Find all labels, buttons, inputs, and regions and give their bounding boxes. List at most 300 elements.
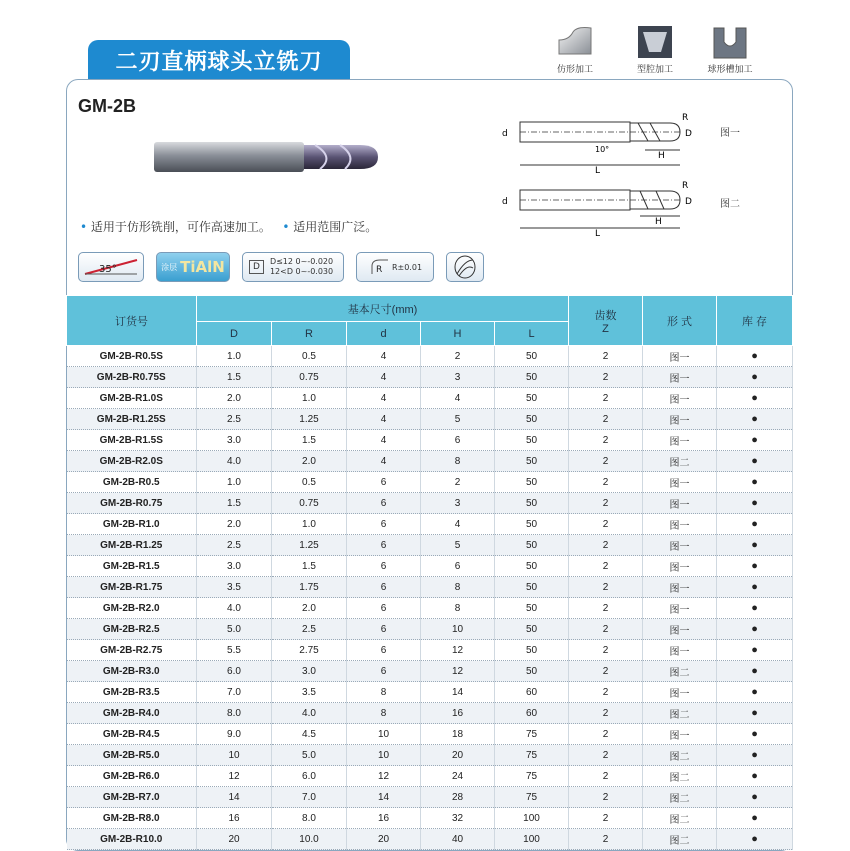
table-row bbox=[67, 640, 793, 661]
cell-R: 1.25 bbox=[272, 409, 347, 430]
dim-D: D bbox=[685, 129, 692, 139]
dim-R: R bbox=[682, 181, 689, 191]
ball-groove-icon bbox=[710, 24, 750, 60]
radius-tolerance: R±0.01 bbox=[391, 262, 423, 272]
tolerance-text bbox=[270, 257, 333, 277]
cell-H: 6 bbox=[421, 430, 495, 451]
header-D: D bbox=[197, 322, 272, 346]
cell-code: GM-2B-R1.25 bbox=[67, 535, 197, 556]
header-teeth-line2: Z bbox=[602, 322, 609, 335]
cell-H: 24 bbox=[421, 766, 495, 787]
cell-form: 图一 bbox=[643, 619, 717, 640]
cell-code: GM-2B-R4.0 bbox=[67, 703, 197, 724]
cell-D: 3.0 bbox=[197, 556, 272, 577]
cell-R: 1.5 bbox=[272, 430, 347, 451]
helix-angle-text: 35° bbox=[99, 264, 117, 275]
cell-teeth: 2 bbox=[569, 745, 643, 766]
cell-d: 20 bbox=[347, 829, 421, 850]
cell-code: GM-2B-R8.0 bbox=[67, 808, 197, 829]
process-label: 球形槽加工 bbox=[707, 65, 753, 75]
cell-teeth: 2 bbox=[569, 829, 643, 850]
cell-R: 1.0 bbox=[272, 388, 347, 409]
cell-D: 5.5 bbox=[197, 640, 272, 661]
feature-list bbox=[80, 218, 377, 235]
cell-stock: ● bbox=[717, 619, 793, 640]
cell-d: 6 bbox=[347, 472, 421, 493]
diameter-tolerance-icon bbox=[242, 252, 344, 282]
cell-d: 6 bbox=[347, 619, 421, 640]
cell-code: GM-2B-R0.75 bbox=[67, 493, 197, 514]
table-body bbox=[67, 346, 793, 850]
cell-R: 0.5 bbox=[272, 346, 347, 367]
table-row bbox=[67, 661, 793, 682]
cell-H: 18 bbox=[421, 724, 495, 745]
cell-form: 图一 bbox=[643, 430, 717, 451]
cell-teeth: 2 bbox=[569, 346, 643, 367]
dim-L: L bbox=[595, 166, 601, 176]
cell-d: 6 bbox=[347, 661, 421, 682]
table-row bbox=[67, 829, 793, 850]
radius-symbol: R bbox=[375, 265, 383, 275]
cell-D: 14 bbox=[197, 787, 272, 808]
cell-H: 8 bbox=[421, 451, 495, 472]
cell-D: 5.0 bbox=[197, 619, 272, 640]
header-teeth bbox=[569, 296, 643, 346]
cell-H: 2 bbox=[421, 346, 495, 367]
process-profile bbox=[545, 24, 605, 75]
cell-L: 100 bbox=[495, 829, 569, 850]
dim-d: d bbox=[502, 197, 508, 207]
cell-H: 5 bbox=[421, 535, 495, 556]
cell-form: 图一 bbox=[643, 556, 717, 577]
cell-H: 3 bbox=[421, 493, 495, 514]
cell-teeth: 2 bbox=[569, 493, 643, 514]
helix-angle-icon bbox=[78, 252, 144, 282]
cavity-machining-icon bbox=[635, 24, 675, 60]
cell-code: GM-2B-R10.0 bbox=[67, 829, 197, 850]
table-row bbox=[67, 430, 793, 451]
coating-name: TiAlN bbox=[180, 258, 225, 276]
tolerance-line-1: D≤12 0~-0.020 bbox=[269, 257, 334, 266]
process-ball-groove bbox=[700, 24, 760, 75]
cell-stock: ● bbox=[717, 598, 793, 619]
cell-stock: ● bbox=[717, 766, 793, 787]
cell-stock: ● bbox=[717, 808, 793, 829]
cell-R: 7.0 bbox=[272, 787, 347, 808]
cell-teeth: 2 bbox=[569, 787, 643, 808]
table-row bbox=[67, 808, 793, 829]
cell-code: GM-2B-R1.0 bbox=[67, 514, 197, 535]
cell-R: 1.5 bbox=[272, 556, 347, 577]
cell-form: 图二 bbox=[643, 766, 717, 787]
cell-D: 1.5 bbox=[197, 367, 272, 388]
dim-d: d bbox=[502, 129, 508, 139]
cell-code: GM-2B-R0.75S bbox=[67, 367, 197, 388]
cell-form: 图二 bbox=[643, 808, 717, 829]
cell-L: 50 bbox=[495, 535, 569, 556]
cell-D: 16 bbox=[197, 808, 272, 829]
cell-H: 8 bbox=[421, 598, 495, 619]
table-row bbox=[67, 346, 793, 367]
cell-L: 60 bbox=[495, 703, 569, 724]
cell-d: 10 bbox=[347, 745, 421, 766]
header-teeth-line1: 齿数 bbox=[594, 309, 617, 322]
cell-code: GM-2B-R1.25S bbox=[67, 409, 197, 430]
process-cavity bbox=[625, 24, 685, 75]
cell-R: 2.5 bbox=[272, 619, 347, 640]
cell-form: 图二 bbox=[643, 661, 717, 682]
coating-icon bbox=[156, 252, 230, 282]
cell-D: 3.0 bbox=[197, 430, 272, 451]
process-label: 仿形加工 bbox=[556, 65, 593, 75]
cell-code: GM-2B-R7.0 bbox=[67, 787, 197, 808]
cell-L: 50 bbox=[495, 430, 569, 451]
cell-H: 16 bbox=[421, 703, 495, 724]
cell-teeth: 2 bbox=[569, 640, 643, 661]
cell-code: GM-2B-R4.5 bbox=[67, 724, 197, 745]
cell-stock: ● bbox=[717, 388, 793, 409]
cell-L: 60 bbox=[495, 682, 569, 703]
cell-teeth: 2 bbox=[569, 451, 643, 472]
cell-R: 1.0 bbox=[272, 514, 347, 535]
profile-machining-icon bbox=[555, 24, 595, 60]
cell-teeth: 2 bbox=[569, 409, 643, 430]
table-row bbox=[67, 619, 793, 640]
cell-R: 2.0 bbox=[272, 451, 347, 472]
cell-stock: ● bbox=[717, 367, 793, 388]
cell-H: 32 bbox=[421, 808, 495, 829]
header-R: R bbox=[272, 322, 347, 346]
cell-H: 3 bbox=[421, 367, 495, 388]
cell-form: 图一 bbox=[643, 640, 717, 661]
cell-teeth: 2 bbox=[569, 514, 643, 535]
cell-stock: ● bbox=[717, 451, 793, 472]
cell-form: 图一 bbox=[643, 388, 717, 409]
header-L: L bbox=[495, 322, 569, 346]
header-H: H bbox=[421, 322, 495, 346]
cell-H: 5 bbox=[421, 409, 495, 430]
cell-H: 12 bbox=[421, 661, 495, 682]
cell-form: 图一 bbox=[643, 514, 717, 535]
cell-teeth: 2 bbox=[569, 661, 643, 682]
cell-teeth: 2 bbox=[569, 388, 643, 409]
cell-L: 50 bbox=[495, 577, 569, 598]
table-row bbox=[67, 472, 793, 493]
table-row bbox=[67, 535, 793, 556]
table-row bbox=[67, 682, 793, 703]
cell-R: 0.75 bbox=[272, 367, 347, 388]
cell-d: 4 bbox=[347, 367, 421, 388]
cell-L: 50 bbox=[495, 367, 569, 388]
cell-D: 8.0 bbox=[197, 703, 272, 724]
cell-teeth: 2 bbox=[569, 808, 643, 829]
table-row bbox=[67, 388, 793, 409]
cell-teeth: 2 bbox=[569, 367, 643, 388]
cell-stock: ● bbox=[717, 682, 793, 703]
table-row bbox=[67, 745, 793, 766]
cell-H: 4 bbox=[421, 514, 495, 535]
cell-H: 14 bbox=[421, 682, 495, 703]
cell-code: GM-2B-R1.75 bbox=[67, 577, 197, 598]
cell-form: 图二 bbox=[643, 745, 717, 766]
cell-form: 图一 bbox=[643, 493, 717, 514]
cell-D: 2.0 bbox=[197, 388, 272, 409]
cell-form: 图一 bbox=[643, 367, 717, 388]
cell-form: 图二 bbox=[643, 451, 717, 472]
table-row bbox=[67, 766, 793, 787]
cell-L: 50 bbox=[495, 640, 569, 661]
cell-L: 50 bbox=[495, 451, 569, 472]
cell-D: 6.0 bbox=[197, 661, 272, 682]
cell-teeth: 2 bbox=[569, 682, 643, 703]
cell-stock: ● bbox=[717, 472, 793, 493]
model-name: GM-2B bbox=[78, 96, 136, 116]
dim-H: H bbox=[658, 151, 665, 161]
cell-R: 8.0 bbox=[272, 808, 347, 829]
cell-R: 0.75 bbox=[272, 493, 347, 514]
table-row bbox=[67, 703, 793, 724]
cell-d: 6 bbox=[347, 514, 421, 535]
cell-H: 8 bbox=[421, 577, 495, 598]
dim-D: D bbox=[685, 197, 692, 207]
cell-d: 6 bbox=[347, 535, 421, 556]
cell-stock: ● bbox=[717, 661, 793, 682]
radius-tolerance-icon bbox=[356, 252, 434, 282]
cell-form: 图一 bbox=[643, 724, 717, 745]
cell-D: 2.0 bbox=[197, 514, 272, 535]
table-row bbox=[67, 598, 793, 619]
cell-teeth: 2 bbox=[569, 472, 643, 493]
cell-D: 1.0 bbox=[197, 472, 272, 493]
table-row bbox=[67, 409, 793, 430]
cell-H: 40 bbox=[421, 829, 495, 850]
table-row bbox=[67, 451, 793, 472]
cell-d: 4 bbox=[347, 409, 421, 430]
cell-L: 50 bbox=[495, 409, 569, 430]
cell-d: 6 bbox=[347, 577, 421, 598]
table-row bbox=[67, 493, 793, 514]
cell-d: 6 bbox=[347, 640, 421, 661]
feature-1: 适用于仿形铣削，可作高速加工。 bbox=[90, 220, 271, 234]
cell-form: 图二 bbox=[643, 787, 717, 808]
cell-L: 75 bbox=[495, 787, 569, 808]
radius-icon bbox=[368, 256, 392, 278]
cell-d: 8 bbox=[347, 682, 421, 703]
drawing-fig1 bbox=[490, 110, 690, 175]
diameter-symbol: D bbox=[249, 260, 264, 274]
cell-stock: ● bbox=[717, 829, 793, 850]
cell-L: 75 bbox=[495, 766, 569, 787]
cell-H: 2 bbox=[421, 472, 495, 493]
cell-d: 6 bbox=[347, 493, 421, 514]
cell-D: 2.5 bbox=[197, 409, 272, 430]
cell-R: 6.0 bbox=[272, 766, 347, 787]
dim-R: R bbox=[682, 113, 689, 123]
cell-R: 3.0 bbox=[272, 661, 347, 682]
cell-R: 2.75 bbox=[272, 640, 347, 661]
cell-H: 10 bbox=[421, 619, 495, 640]
cell-H: 6 bbox=[421, 556, 495, 577]
cell-L: 50 bbox=[495, 388, 569, 409]
cell-code: GM-2B-R1.5 bbox=[67, 556, 197, 577]
cell-teeth: 2 bbox=[569, 724, 643, 745]
cell-stock: ● bbox=[717, 556, 793, 577]
cell-d: 4 bbox=[347, 346, 421, 367]
cell-R: 0.5 bbox=[272, 472, 347, 493]
cell-teeth: 2 bbox=[569, 535, 643, 556]
dim-L: L bbox=[595, 229, 601, 239]
cell-form: 图一 bbox=[643, 598, 717, 619]
header-form: 形 式 bbox=[643, 296, 717, 346]
cell-code: GM-2B-R0.5S bbox=[67, 346, 197, 367]
cell-d: 4 bbox=[347, 430, 421, 451]
cell-D: 10 bbox=[197, 745, 272, 766]
header-d: d bbox=[347, 322, 421, 346]
cell-teeth: 2 bbox=[569, 703, 643, 724]
coating-label: 涂层 bbox=[161, 262, 178, 272]
process-label: 型腔加工 bbox=[636, 65, 673, 75]
cell-code: GM-2B-R1.5S bbox=[67, 430, 197, 451]
spec-icons bbox=[78, 252, 484, 282]
cell-L: 50 bbox=[495, 661, 569, 682]
cell-L: 75 bbox=[495, 745, 569, 766]
cell-L: 50 bbox=[495, 619, 569, 640]
tolerance-line-2: 12<D 0~-0.030 bbox=[269, 267, 334, 276]
cell-form: 图一 bbox=[643, 535, 717, 556]
cell-teeth: 2 bbox=[569, 556, 643, 577]
bullet: • bbox=[80, 220, 91, 234]
cell-stock: ● bbox=[717, 703, 793, 724]
cell-D: 4.0 bbox=[197, 598, 272, 619]
bullet: • bbox=[282, 220, 294, 234]
cell-d: 10 bbox=[347, 724, 421, 745]
cell-L: 50 bbox=[495, 346, 569, 367]
table-row bbox=[67, 724, 793, 745]
cell-code: GM-2B-R2.75 bbox=[67, 640, 197, 661]
section-title: 二刃直柄球头立铣刀 bbox=[88, 40, 350, 80]
cell-D: 2.5 bbox=[197, 535, 272, 556]
dim-H: H bbox=[655, 217, 662, 227]
cell-code: GM-2B-R2.0 bbox=[67, 598, 197, 619]
cell-stock: ● bbox=[717, 640, 793, 661]
cell-code: GM-2B-R2.5 bbox=[67, 619, 197, 640]
cell-D: 20 bbox=[197, 829, 272, 850]
cell-D: 1.0 bbox=[197, 346, 272, 367]
spec-table bbox=[66, 295, 793, 850]
cell-teeth: 2 bbox=[569, 430, 643, 451]
cell-teeth: 2 bbox=[569, 619, 643, 640]
table-row bbox=[67, 556, 793, 577]
cell-code: GM-2B-R1.0S bbox=[67, 388, 197, 409]
cell-R: 5.0 bbox=[272, 745, 347, 766]
cell-d: 6 bbox=[347, 598, 421, 619]
cell-stock: ● bbox=[717, 430, 793, 451]
cell-code: GM-2B-R5.0 bbox=[67, 745, 197, 766]
cell-stock: ● bbox=[717, 409, 793, 430]
cell-stock: ● bbox=[717, 745, 793, 766]
table-row bbox=[67, 367, 793, 388]
header-dimensions: 基本尺寸(mm) bbox=[197, 296, 569, 322]
cell-R: 4.5 bbox=[272, 724, 347, 745]
cell-code: GM-2B-R2.0S bbox=[67, 451, 197, 472]
cell-D: 12 bbox=[197, 766, 272, 787]
cell-d: 4 bbox=[347, 388, 421, 409]
cell-L: 100 bbox=[495, 808, 569, 829]
ball-end-mill-image bbox=[150, 136, 382, 178]
cell-D: 3.5 bbox=[197, 577, 272, 598]
cell-H: 20 bbox=[421, 745, 495, 766]
dim-angle: 10° bbox=[595, 145, 610, 154]
cell-D: 7.0 bbox=[197, 682, 272, 703]
cell-stock: ● bbox=[717, 577, 793, 598]
cell-form: 图一 bbox=[643, 346, 717, 367]
cell-stock: ● bbox=[717, 787, 793, 808]
cell-d: 4 bbox=[347, 451, 421, 472]
fig2-label: 图二 bbox=[720, 199, 740, 210]
cell-d: 6 bbox=[347, 556, 421, 577]
header-stock: 库 存 bbox=[717, 296, 793, 346]
drawing-fig2 bbox=[490, 178, 690, 238]
cell-H: 4 bbox=[421, 388, 495, 409]
cell-form: 图一 bbox=[643, 577, 717, 598]
table-row bbox=[67, 514, 793, 535]
cell-L: 50 bbox=[495, 493, 569, 514]
cell-form: 图一 bbox=[643, 682, 717, 703]
cell-form: 图一 bbox=[643, 472, 717, 493]
cell-d: 14 bbox=[347, 787, 421, 808]
cell-form: 图二 bbox=[643, 829, 717, 850]
cell-teeth: 2 bbox=[569, 577, 643, 598]
table-row bbox=[67, 787, 793, 808]
cell-D: 4.0 bbox=[197, 451, 272, 472]
feature-2: 适用范围广泛。 bbox=[293, 220, 378, 234]
cell-R: 2.0 bbox=[272, 598, 347, 619]
cell-H: 12 bbox=[421, 640, 495, 661]
cell-stock: ● bbox=[717, 346, 793, 367]
cell-stock: ● bbox=[717, 493, 793, 514]
cell-R: 1.75 bbox=[272, 577, 347, 598]
cell-L: 50 bbox=[495, 472, 569, 493]
cell-stock: ● bbox=[717, 724, 793, 745]
cell-teeth: 2 bbox=[569, 598, 643, 619]
cell-form: 图二 bbox=[643, 703, 717, 724]
cell-D: 9.0 bbox=[197, 724, 272, 745]
table-row bbox=[67, 577, 793, 598]
cell-code: GM-2B-R0.5 bbox=[67, 472, 197, 493]
cell-stock: ● bbox=[717, 535, 793, 556]
cell-form: 图一 bbox=[643, 409, 717, 430]
cell-code: GM-2B-R3.5 bbox=[67, 682, 197, 703]
cell-d: 8 bbox=[347, 703, 421, 724]
cell-R: 10.0 bbox=[272, 829, 347, 850]
header-code: 订货号 bbox=[67, 296, 197, 346]
cell-R: 3.5 bbox=[272, 682, 347, 703]
ball-nose-icon bbox=[446, 252, 484, 282]
cell-code: GM-2B-R6.0 bbox=[67, 766, 197, 787]
cell-R: 4.0 bbox=[272, 703, 347, 724]
cell-D: 1.5 bbox=[197, 493, 272, 514]
cell-H: 28 bbox=[421, 787, 495, 808]
cell-stock: ● bbox=[717, 514, 793, 535]
fig1-label: 图一 bbox=[720, 128, 740, 139]
cell-L: 50 bbox=[495, 598, 569, 619]
cell-L: 75 bbox=[495, 724, 569, 745]
cell-L: 50 bbox=[495, 556, 569, 577]
cell-L: 50 bbox=[495, 514, 569, 535]
cell-d: 16 bbox=[347, 808, 421, 829]
cell-teeth: 2 bbox=[569, 766, 643, 787]
cell-R: 1.25 bbox=[272, 535, 347, 556]
